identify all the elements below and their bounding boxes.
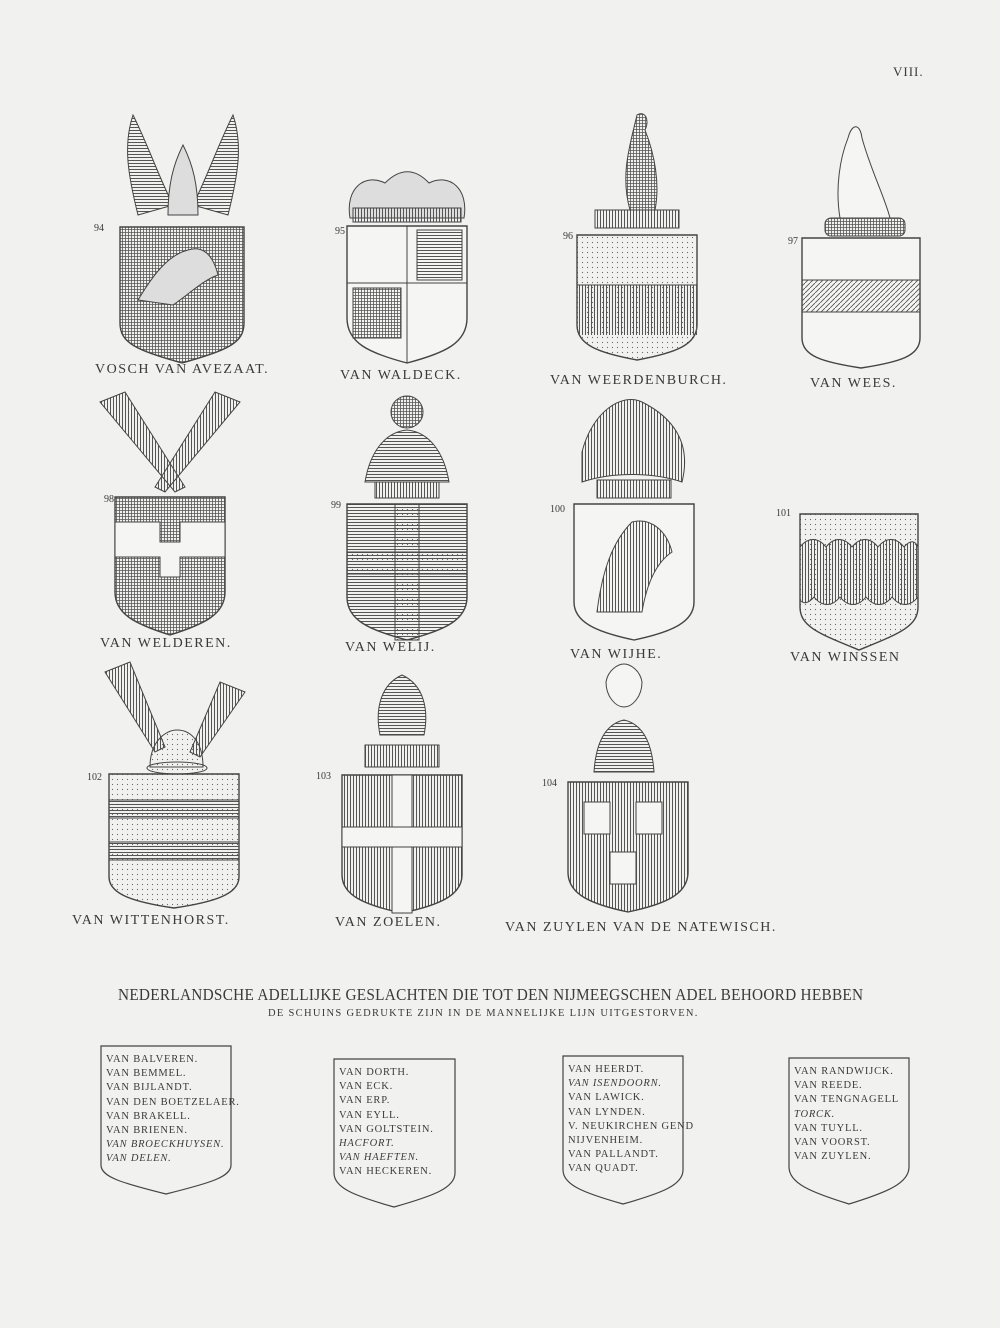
arms-name: VAN ZUYLEN VAN DE NATEWISCH.	[505, 920, 777, 935]
coat-of-arms-102	[87, 662, 245, 910]
coat-of-arms-100	[550, 392, 696, 642]
coat-of-arms-101	[776, 508, 920, 652]
coat-of-arms-97	[788, 118, 922, 368]
vosch-van-avezaat-emblem-icon	[118, 105, 248, 370]
family-name: V. NEUKIRCHEN GEND	[568, 1120, 694, 1132]
family-list-shield-4	[788, 1057, 910, 1205]
family-name: VAN TUYLL.	[794, 1122, 863, 1134]
arms-number: 102	[87, 772, 102, 783]
family-name: VAN LAWICK.	[568, 1092, 645, 1104]
coat-of-arms-98	[100, 392, 240, 637]
coat-of-arms-96	[563, 95, 699, 360]
van-weerdenburch-emblem-icon	[575, 95, 699, 360]
arms-name: VAN ZOELEN.	[335, 915, 442, 930]
coat-of-arms-104	[542, 662, 690, 912]
plate-number: VIII.	[893, 64, 924, 79]
family-name: VAN EYLL.	[339, 1109, 400, 1121]
family-list-shield-2	[333, 1058, 456, 1208]
family-name: VAN RANDWIJCK.	[794, 1066, 894, 1077]
family-name: VAN BEMMEL.	[106, 1068, 187, 1080]
coat-of-arms-94	[94, 105, 248, 370]
family-name: VAN ECK.	[339, 1081, 394, 1093]
van-welderen-emblem-icon	[100, 392, 240, 637]
plate-subtitle: DE SCHUINS GEDRUKTE ZIJN IN DE MANNELIJKE LIJN UITGESTORVEN.	[268, 1008, 699, 1019]
family-name: VAN BIJLANDT.	[106, 1082, 193, 1094]
arms-name: VOSCH VAN AVEZAAT.	[95, 362, 270, 377]
arms-number: 104	[542, 778, 557, 789]
arms-name: VAN WALDECK.	[340, 368, 462, 383]
family-list	[562, 1063, 694, 1177]
arms-number: 101	[776, 508, 791, 519]
family-name: VAN HEERDT.	[568, 1064, 645, 1075]
van-winssen-emblem-icon	[798, 512, 920, 652]
arms-name: VAN WEES.	[810, 376, 897, 391]
family-name: VAN DEN BOETZELAER.	[106, 1096, 240, 1108]
family-name: VAN HECKEREN.	[339, 1166, 433, 1178]
van-zuylen-van-de-natewisch-emblem-icon	[566, 662, 690, 912]
van-zoelen-emblem-icon	[340, 655, 464, 913]
arms-number: 99	[331, 500, 341, 511]
family-name: TORCK.	[794, 1108, 836, 1120]
family-name: VAN REEDE.	[794, 1080, 863, 1092]
arms-name: VAN WINSSEN	[790, 650, 901, 665]
family-name: VAN VOORST.	[794, 1137, 871, 1149]
family-name: VAN ZUYLEN.	[794, 1151, 872, 1163]
family-list-shield-3	[562, 1055, 694, 1205]
arms-name: VAN WEERDENBURCH.	[550, 373, 728, 388]
coat-of-arms-103	[316, 655, 464, 913]
family-name: VAN ERP.	[339, 1095, 391, 1107]
family-list	[788, 1065, 899, 1164]
family-name: VAN GOLTSTEIN.	[339, 1123, 434, 1135]
arms-number: 95	[335, 226, 345, 237]
family-name: VAN HAEFTEN.	[339, 1152, 419, 1164]
family-list	[100, 1053, 240, 1167]
family-list	[333, 1066, 434, 1180]
family-name: VAN QUADT.	[568, 1163, 639, 1175]
van-waldeck-emblem-icon	[345, 168, 469, 368]
family-name: HACFORT.	[339, 1138, 395, 1150]
family-name: VAN LYNDEN.	[568, 1106, 646, 1118]
family-name: VAN BALVEREN.	[106, 1054, 199, 1065]
family-name: VAN DORTH.	[339, 1067, 410, 1078]
family-name: VAN TENGNAGELL	[794, 1094, 900, 1106]
arms-number: 96	[563, 231, 573, 242]
van-welij-emblem-icon	[345, 392, 469, 642]
arms-number: 100	[550, 504, 565, 515]
van-wijhe-emblem-icon	[572, 392, 696, 642]
family-name: VAN PALLANDT.	[568, 1149, 659, 1161]
coat-of-arms-99	[331, 392, 469, 642]
arms-number: 98	[104, 494, 114, 505]
coat-of-arms-95	[335, 168, 469, 368]
family-name: NIJVENHEIM.	[568, 1135, 643, 1147]
family-name: VAN ISENDOORN.	[568, 1078, 662, 1090]
plate-title: NEDERLANDSCHE ADELLIJKE GESLACHTEN DIE TOT DEN NIJMEEGSCHEN ADEL BEHOORD HEBBEN	[118, 985, 864, 1004]
arms-name: VAN WELDEREN.	[100, 636, 232, 651]
van-wees-emblem-icon	[800, 118, 922, 368]
arms-number: 97	[788, 236, 798, 247]
family-name: VAN BRIENEN.	[106, 1125, 188, 1137]
family-name: VAN BRAKELL.	[106, 1110, 191, 1122]
arms-number: 103	[316, 771, 331, 782]
arms-name: VAN WELIJ.	[345, 640, 436, 655]
arms-name: VAN WIJHE.	[570, 647, 663, 662]
arms-number: 94	[94, 223, 104, 234]
arms-name: VAN WITTENHORST.	[72, 913, 230, 928]
family-list-shield-1	[100, 1045, 240, 1195]
van-wittenhorst-emblem-icon	[105, 662, 245, 910]
family-name: VAN BROECKHUYSEN.	[106, 1139, 225, 1151]
family-name: VAN DELEN.	[106, 1153, 172, 1165]
